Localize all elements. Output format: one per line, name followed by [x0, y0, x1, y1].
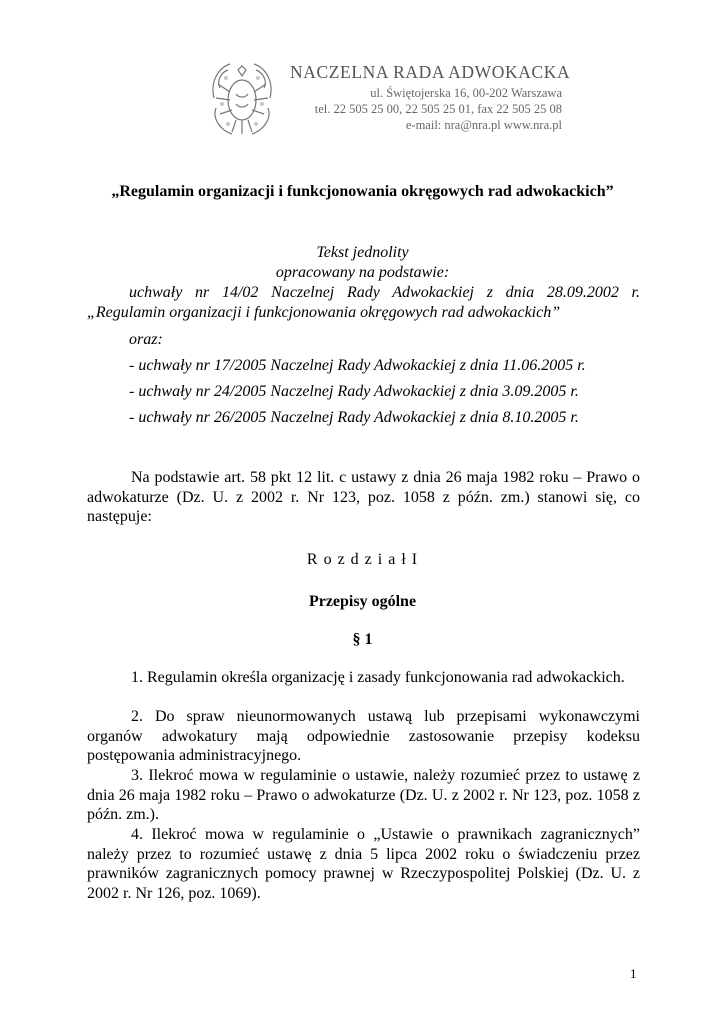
chapter-heading: R o z d z i a ł I	[306, 551, 419, 568]
paragraph-3: 3. Ilekroć mowa w regulaminie o ustawie, należy rozumieć przez to ustawę z dnia 26 maja 1982 roku – Prawo o adwokaturze (Dz. U. z 2002 r. Nr 123, poz. 1058 z późn. zm.).	[87, 767, 640, 824]
and-label: oraz:	[129, 331, 163, 348]
paragraph-2: 2. Do spraw nieunormowanych ustawą lub przepisami wykonawczymi organów adwokatury mają odpowiednie zastosowanie przepisy kodeksu postępowania administracyjnego.	[87, 708, 640, 765]
based-on-line: opracowany na podstawie:	[275, 264, 450, 281]
section-symbol: § 1	[352, 631, 373, 648]
page-number: 1	[630, 966, 637, 981]
amendment-item: - uchwały nr 17/2005 Naczelnej Rady Adwokackiej z dnia 11.06.2005 r.	[129, 357, 586, 374]
org-phones: tel. 22 505 25 00, 22 505 25 01, fax 22 505 25 08	[314, 102, 562, 116]
amendment-item: - uchwały nr 24/2005 Naczelnej Rady Adwokackiej z dnia 3.09.2005 r.	[129, 383, 579, 400]
chapter-title: Przepisy ogólne	[308, 593, 417, 610]
letterhead	[0, 0, 725, 160]
main-resolution-line-1: uchwały nr 14/02 Naczelnej Rady Adwokackiej z dnia 28.09.2002 r.	[129, 284, 640, 301]
org-address: ul. Świętojerska 16, 00-202 Warszawa	[370, 86, 562, 100]
org-name: NACZELNA RADA ADWOKACKA	[290, 62, 571, 82]
amendment-item: - uchwały nr 26/2005 Naczelnej Rady Adwokackiej z dnia 8.10.2005 r.	[129, 409, 579, 426]
main-resolution-line-2: „Regulamin organizacji i funkcjonowania okręgowych rad adwokackich”	[87, 304, 561, 321]
document-title: „Regulamin organizacji i funkcjonowania okręgowych rad adwokackich”	[111, 183, 614, 200]
paragraph-1: 1. Regulamin określa organizację i zasady funkcjonowania rad adwokackich.	[131, 669, 625, 686]
preamble-paragraph: Na podstawie art. 58 pkt 12 lit. c ustawy z dnia 26 maja 1982 roku – Prawo o adwokaturze (Dz. U. z 2002 r. Nr 123, poz. 1058 z późn. zm.) stanowi się, co następuje:	[87, 469, 640, 526]
unified-text-heading: Tekst jednolity	[316, 244, 409, 261]
paragraph-4: 4. Ilekroć mowa w regulaminie o „Ustawie o prawnikach zagranicznych” należy przez to rozumieć ustawę z dnia 5 lipca 2002 roku o świadczeniu przez prawników zagranicznych pomocy prawnej w Rzeczypospolitej Polskiej (Dz. U. z 2002 r. Nr 126, poz. 1069).	[87, 826, 640, 902]
org-contact: e-mail: nra@nra.pl www.nra.pl	[405, 118, 562, 132]
